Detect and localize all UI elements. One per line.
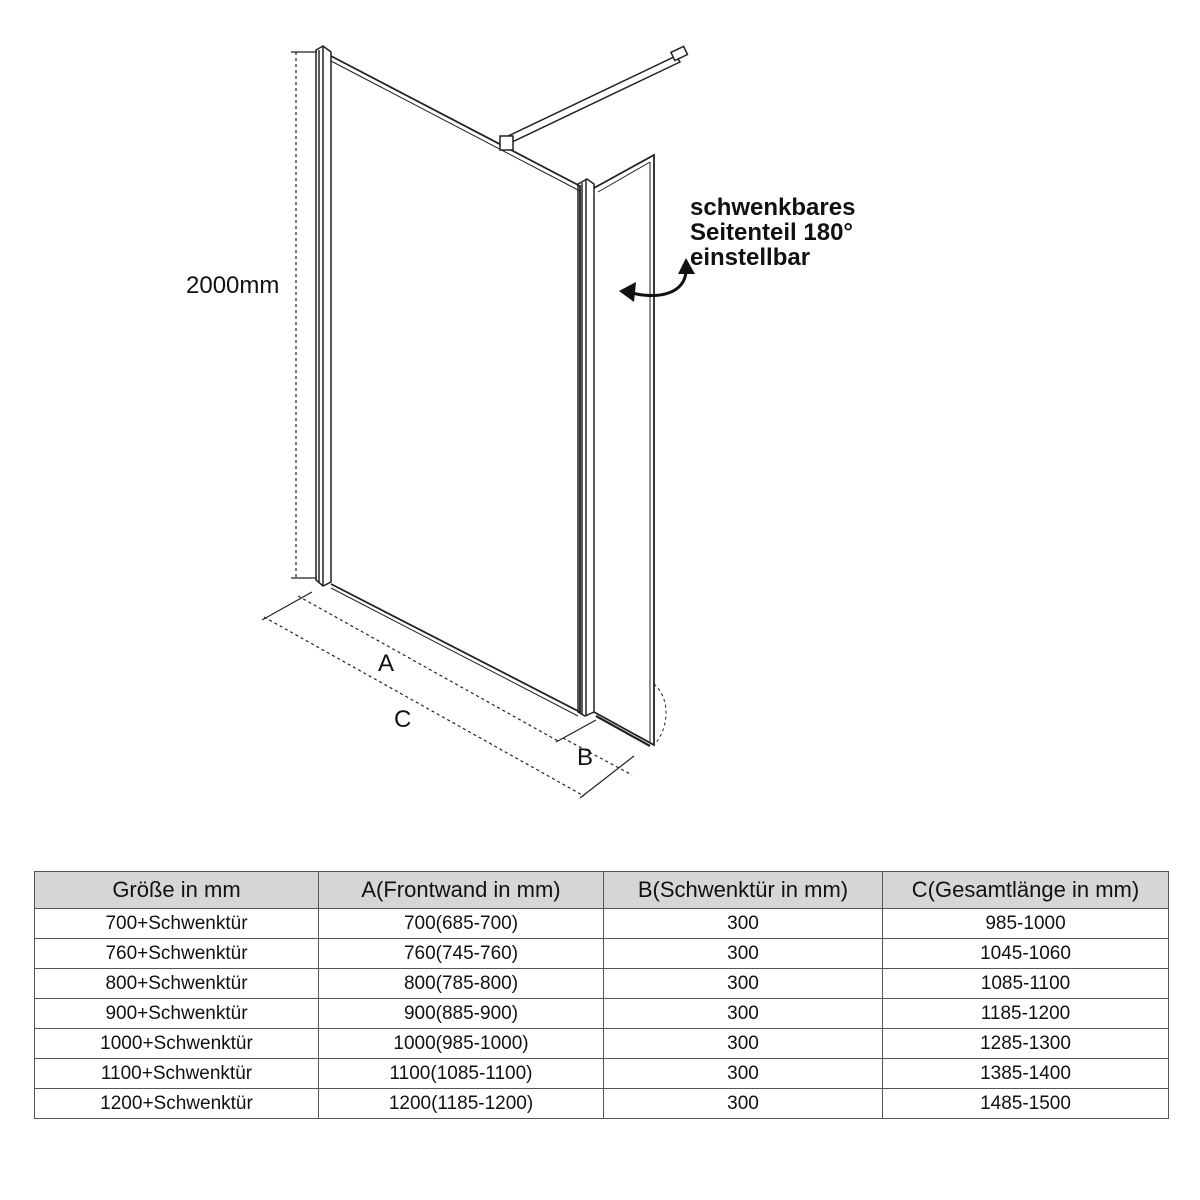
table-row (35, 1059, 1169, 1089)
cell-size: 800+Schwenktür (35, 969, 319, 999)
height-dimension (291, 52, 317, 578)
table-row (35, 1029, 1169, 1059)
cell-b: 300 (604, 1089, 883, 1119)
rotation-arrow-icon (619, 258, 695, 302)
front-glass-panel (331, 56, 580, 716)
cell-b: 300 (604, 999, 883, 1029)
note-line-1: schwenkbares (690, 194, 856, 221)
cell-size: 1100+Schwenktür (35, 1059, 319, 1089)
cell-b: 300 (604, 969, 883, 999)
dimension-c-label: C (394, 706, 412, 733)
note-line-2: Seitenteil 180° (690, 219, 854, 246)
dimension-a-label: A (378, 650, 395, 677)
cell-size: 900+Schwenktür (35, 999, 319, 1029)
table-row (35, 969, 1169, 999)
cell-a: 760(745-760) (319, 939, 604, 969)
height-label: 2000mm (186, 272, 280, 299)
stabilizer-bar (500, 46, 687, 150)
cell-c: 1485-1500 (883, 1089, 1169, 1119)
wall-profile-left (316, 46, 331, 586)
cell-c: 1045-1060 (883, 939, 1169, 969)
cell-a: 900(885-900) (319, 999, 604, 1029)
table-row (35, 1089, 1169, 1119)
cell-size: 700+Schwenktür (35, 909, 319, 939)
cell-size: 1000+Schwenktür (35, 1029, 319, 1059)
header-size: Größe in mm (35, 872, 319, 909)
table-row (35, 999, 1169, 1029)
swing-panel-note (690, 195, 855, 270)
header-b: B(Schwenktür in mm) (604, 872, 883, 909)
header-a: A(Frontwand in mm) (319, 872, 604, 909)
size-table (34, 871, 1169, 1119)
header-c: C(Gesamtlänge in mm) (883, 872, 1169, 909)
cell-size: 1200+Schwenktür (35, 1089, 319, 1119)
cell-size: 760+Schwenktür (35, 939, 319, 969)
cell-a: 700(685-700) (319, 909, 604, 939)
cell-a: 1000(985-1000) (319, 1029, 604, 1059)
table-row (35, 939, 1169, 969)
table-row (35, 909, 1169, 939)
cell-c: 1085-1100 (883, 969, 1169, 999)
dimension-b-label: B (577, 744, 594, 771)
cell-c: 985-1000 (883, 909, 1169, 939)
table-header-row (35, 872, 1169, 909)
note-line-3: einstellbar (690, 244, 811, 271)
cell-c: 1185-1200 (883, 999, 1169, 1029)
swing-glass-panel (594, 155, 666, 746)
cell-a: 800(785-800) (319, 969, 604, 999)
cell-b: 300 (604, 939, 883, 969)
cell-b: 300 (604, 909, 883, 939)
cell-c: 1385-1400 (883, 1059, 1169, 1089)
cell-b: 300 (604, 1029, 883, 1059)
cell-a: 1100(1085-1100) (319, 1059, 604, 1089)
cell-b: 300 (604, 1059, 883, 1089)
cell-c: 1285-1300 (883, 1029, 1169, 1059)
cell-a: 1200(1185-1200) (319, 1089, 604, 1119)
